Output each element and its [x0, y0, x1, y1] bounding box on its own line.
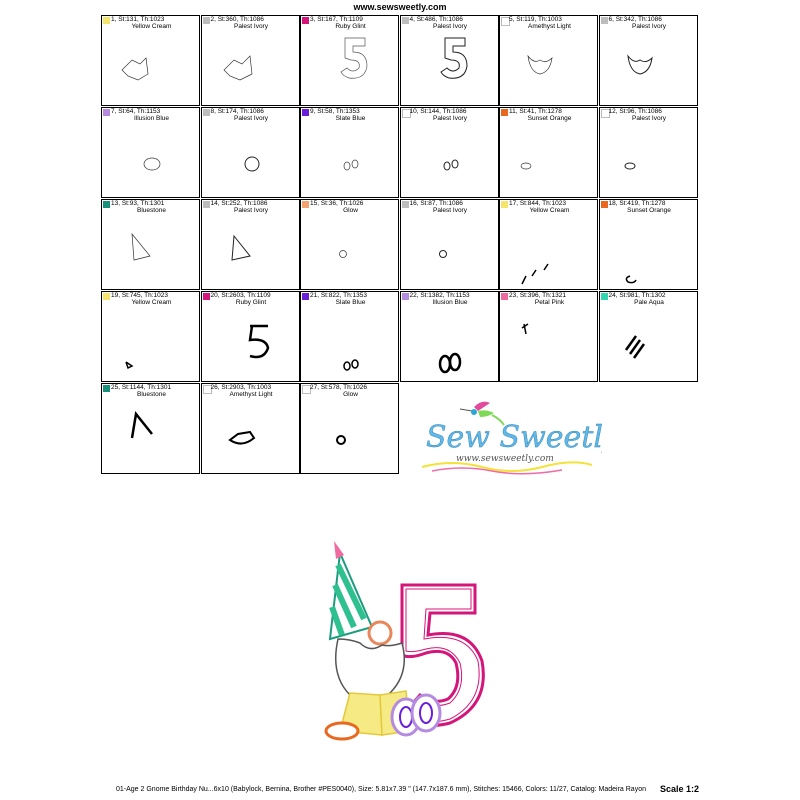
- color-cell: [201, 291, 300, 382]
- stitch-shape: [102, 398, 201, 475]
- color-cell: [201, 199, 300, 290]
- stitch-info: 18, St:419, Th:1278: [608, 200, 666, 207]
- color-chart-grid: [101, 15, 699, 473]
- stitch-shape: [102, 306, 201, 383]
- stitch-info: 22, St:1382, Th:1153: [409, 292, 470, 299]
- stitch-shape: [202, 306, 301, 383]
- stitch-shape: [600, 122, 699, 199]
- thread-name: Yellow Cream: [131, 299, 172, 306]
- thread-name: Slate Blue: [335, 115, 366, 122]
- stitch-shape: [401, 214, 500, 291]
- stitch-info: 27, St:578, Th:1026: [310, 384, 367, 391]
- thread-name: Palest Ivory: [632, 23, 666, 30]
- stitch-info: 8, St:174, Th:1086: [210, 108, 264, 115]
- logo-url-text: www.sewsweetly.com: [456, 454, 554, 464]
- stitch-shape: [500, 30, 599, 107]
- color-cell: [499, 291, 598, 382]
- color-cell: [300, 15, 399, 106]
- stitch-info: 2, St:360, Th:1086: [210, 16, 264, 23]
- thread-name: Palest Ivory: [433, 207, 467, 214]
- stitch-info: 20, St:2603, Th:1109: [210, 292, 271, 299]
- stitch-shape: [301, 306, 400, 383]
- site-url[interactable]: www.sewsweetly.com: [353, 2, 447, 12]
- stitch-shape: [500, 306, 599, 383]
- stitch-shape: [600, 214, 699, 291]
- footer-info: 01-Age 2 Gnome Birthday Nu...6x10 (Babylock, Bernina, Brother #PES0040), Size: 5.81x7.39 " (147.7x187.6 mm), Stitches: 15466, Colors: 11/27, Catalog: Madeira Rayon: [116, 786, 646, 793]
- color-cell: [101, 107, 200, 198]
- stitch-info: 6, St:342, Th:1086: [608, 16, 662, 23]
- stitch-info: 25, St:1144, Th:1301: [111, 384, 172, 391]
- thread-name: Bluestone: [137, 207, 166, 214]
- stitch-info: 1, St:131, Th:1023: [111, 16, 165, 23]
- stitch-shape: [202, 122, 301, 199]
- stitch-info: 23, St:396, Th:1321: [509, 292, 566, 299]
- color-cell: [400, 107, 499, 198]
- color-cell: [201, 383, 300, 474]
- design-preview: [310, 535, 500, 755]
- stitch-shape: [401, 306, 500, 383]
- stitch-shape: [500, 214, 599, 291]
- thread-name: Glow: [343, 207, 358, 214]
- stitch-shape: [202, 30, 301, 107]
- thread-name: Illusion Blue: [133, 115, 170, 122]
- color-cell: [201, 107, 300, 198]
- stitch-shape: [401, 30, 500, 107]
- color-cell: [599, 15, 698, 106]
- stitch-shape: [102, 122, 201, 199]
- color-cell: [101, 15, 200, 106]
- stitch-info: 15, St:36, Th:1026: [310, 200, 364, 207]
- stitch-shape: [102, 214, 201, 291]
- color-cell: [400, 15, 499, 106]
- color-cell: [599, 107, 698, 198]
- stitch-info: 4, St:486, Th:1086: [409, 16, 463, 23]
- logo-brand-text: Sew Sweetly: [426, 420, 602, 455]
- thread-name: Sunset Orange: [627, 207, 671, 214]
- color-cell: [101, 199, 200, 290]
- stitch-shape: [102, 30, 201, 107]
- thread-name: Glow: [343, 391, 358, 398]
- stitch-shape: [301, 214, 400, 291]
- scale-label: Scale 1:2: [660, 784, 700, 794]
- stitch-info: 7, St:64, Th:1153: [111, 108, 161, 115]
- thread-name: Palest Ivory: [234, 23, 268, 30]
- color-cell: [400, 291, 499, 382]
- stitch-info: 9, St:58, Th:1353: [310, 108, 360, 115]
- color-cell: [101, 383, 200, 474]
- stitch-info: 24, St:981, Th:1302: [608, 292, 666, 299]
- gnome-hat: [330, 541, 372, 639]
- stitch-info: 14, St:252, Th:1086: [210, 200, 268, 207]
- color-cell: [499, 199, 598, 290]
- color-cell: [101, 291, 200, 382]
- thread-name: Ruby Glint: [335, 23, 366, 30]
- stitch-info: 19, St:745, Th:1023: [111, 292, 168, 299]
- stitch-info: 5, St:119, Th:1003: [509, 16, 562, 23]
- stitch-info: 17, St:844, Th:1023: [509, 200, 566, 207]
- stitch-info: 11, St:41, Th:1278: [509, 108, 562, 115]
- thread-name: Amethyst Light: [528, 23, 571, 30]
- stitch-shape: [301, 398, 400, 475]
- thread-name: Amethyst Light: [229, 391, 273, 398]
- stitch-shape: [301, 30, 400, 107]
- thread-name: Palest Ivory: [234, 115, 268, 122]
- sew-sweetly-logo: [412, 395, 602, 475]
- color-cell: [300, 291, 399, 382]
- stitch-info: 3, St:167, Th:1109: [310, 16, 363, 23]
- thread-name: Palest Ivory: [433, 23, 467, 30]
- thread-name: Slate Blue: [335, 299, 366, 306]
- stitch-info: 21, St:822, Th:1353: [310, 292, 367, 299]
- stitch-shape: [600, 306, 699, 383]
- color-cell: [300, 107, 399, 198]
- thread-name: Palest Ivory: [632, 115, 666, 122]
- color-cell: [599, 199, 698, 290]
- stitch-info: 16, St:87, Th:1086: [409, 200, 463, 207]
- thread-name: Yellow Cream: [529, 207, 570, 214]
- stitch-shape: [202, 398, 301, 475]
- thread-name: Ruby Glint: [235, 299, 267, 306]
- stitch-info: 12, St:96, Th:1086: [608, 108, 662, 115]
- thread-name: Palest Ivory: [433, 115, 467, 122]
- color-cell: [400, 199, 499, 290]
- color-cell: [499, 107, 598, 198]
- thread-name: Yellow Cream: [131, 23, 172, 30]
- stitch-info: 26, St:2903, Th:1003: [210, 384, 272, 391]
- color-cell: [201, 15, 300, 106]
- thread-name: Petal Pink: [534, 299, 565, 306]
- thread-name: Illusion Blue: [432, 299, 468, 306]
- stitch-shape: [202, 214, 301, 291]
- color-cell: [499, 15, 598, 106]
- thread-name: Sunset Orange: [527, 115, 572, 122]
- stitch-info: 10, St:144, Th:1086: [409, 108, 467, 115]
- stitch-shape: [401, 122, 500, 199]
- stitch-shape: [600, 30, 699, 107]
- thread-name: Palest Ivory: [234, 207, 268, 214]
- color-cell: [599, 291, 698, 382]
- color-cell: [300, 383, 399, 474]
- color-cell: [300, 199, 399, 290]
- stitch-shape: [301, 122, 400, 199]
- stitch-info: 13, St:93, Th:1301: [111, 200, 165, 207]
- thread-name: Pale Aqua: [634, 299, 664, 306]
- thread-name: Bluestone: [137, 391, 166, 398]
- stitch-shape: [500, 122, 599, 199]
